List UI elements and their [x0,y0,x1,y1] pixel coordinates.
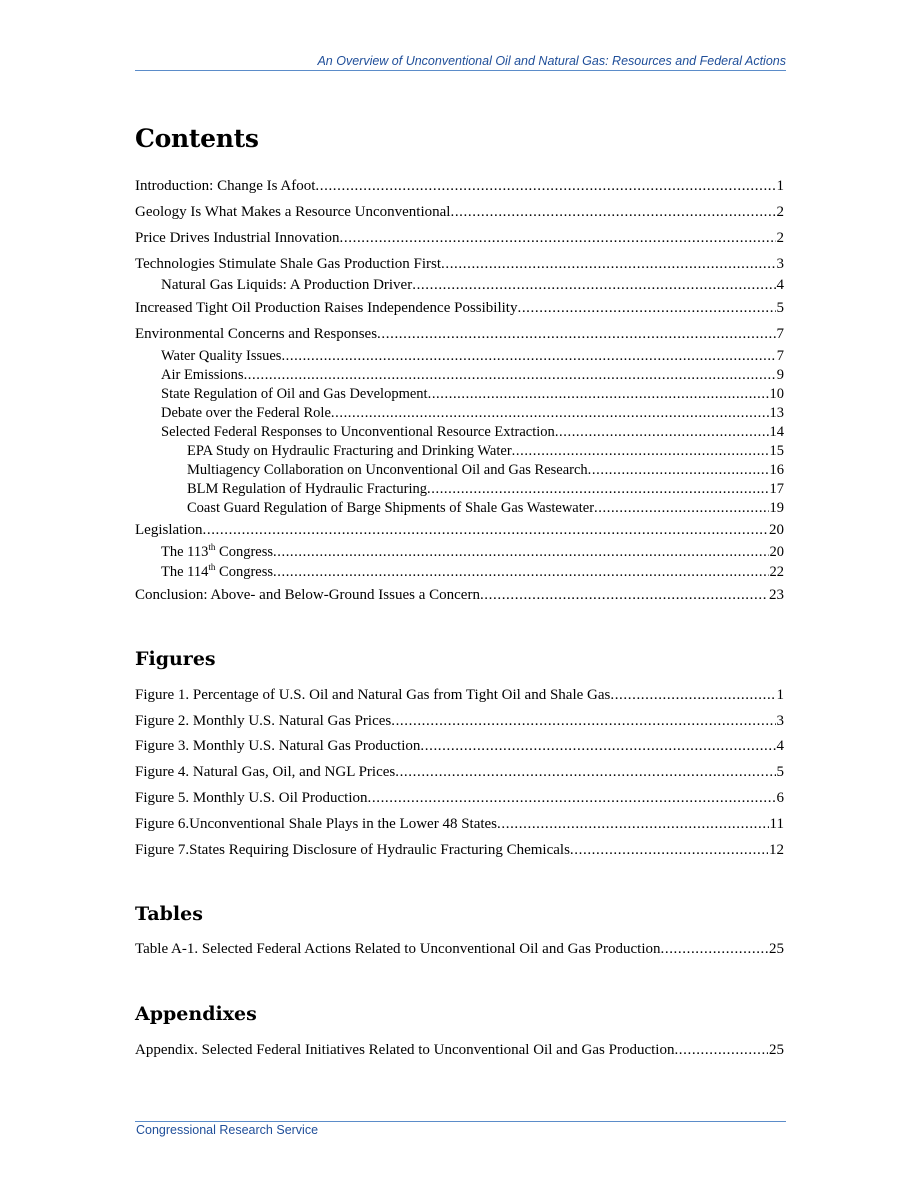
entry-title: Water Quality Issues [161,348,282,364]
entry-title: Legislation [135,522,203,538]
entry-page-number: 12 [769,842,784,858]
toc-entry[interactable] [135,300,784,318]
figure-list-entry[interactable] [135,816,784,834]
entry-title: Natural Gas Liquids: A Production Driver [161,277,413,293]
dot-leader [273,564,768,581]
toc-entry[interactable] [135,178,784,196]
figure-list-entry[interactable] [135,687,784,705]
entry-page-number: 1 [776,178,784,194]
toc-entry[interactable] [161,367,784,385]
dot-leader [273,544,768,561]
dot-leader [420,738,775,755]
dot-leader [428,386,769,403]
entry-page-number: 20 [769,544,784,560]
entry-page-number: 20 [769,522,784,538]
dot-leader [281,348,775,365]
entry-page-number: 22 [769,564,784,580]
entry-title: BLM Regulation of Hydraulic Fracturing [187,481,428,497]
entry-page-number: 25 [769,941,784,957]
toc-entry[interactable] [161,564,784,582]
dot-leader [427,481,768,498]
entry-title: Figure 4. Natural Gas, Oil, and NGL Prices [135,764,396,780]
entry-title: Multiagency Collaboration on Unconventional Oil and Gas Research [187,462,588,478]
dot-leader [331,405,769,422]
toc-entry[interactable] [135,522,784,540]
entry-page-number: 3 [776,713,784,729]
entry-page-number: 10 [769,386,784,402]
dot-leader [395,764,775,781]
toc-entry[interactable] [135,204,784,222]
entry-page-number: 2 [776,230,784,246]
entry-title: Technologies Stimulate Shale Gas Production First [135,256,441,272]
entry-title: Increased Tight Oil Production Raises Independence Possibility [135,300,518,316]
dot-leader [588,462,769,479]
entry-title: Environmental Concerns and Responses [135,326,378,342]
dot-leader [570,842,768,859]
entry-title: Figure 5. Monthly U.S. Oil Production [135,790,368,806]
dot-leader [497,816,769,833]
dot-leader [391,713,775,730]
entry-page-number: 1 [776,687,784,703]
entry-page-number: 17 [769,481,784,497]
entry-page-number: 6 [776,790,784,806]
entry-page-number: 25 [769,1042,784,1058]
dot-leader [517,300,775,317]
dot-leader [480,587,768,604]
figure-list-entry[interactable] [135,713,784,731]
entry-title: Introduction: Change Is Afoot [135,178,316,194]
toc-entry[interactable] [187,462,784,480]
figure-list-entry[interactable] [135,764,784,782]
dot-leader [412,277,775,294]
dot-leader [377,326,775,343]
dot-leader [450,204,775,221]
contents-heading: Contents [135,124,259,153]
dot-leader [555,424,769,441]
figure-list-entry[interactable] [135,738,784,756]
dot-leader [661,941,769,958]
entry-page-number: 14 [769,424,784,440]
footer-rule [135,1121,786,1122]
dot-leader [594,500,768,517]
toc-entry[interactable] [135,587,784,605]
dot-leader [244,367,776,384]
entry-page-number: 7 [776,348,784,364]
dot-leader [203,522,769,539]
dot-leader [340,230,776,247]
entry-title: Geology Is What Makes a Resource Unconventional [135,204,451,220]
entry-page-number: 5 [776,764,784,780]
entry-title: Table A-1. Selected Federal Actions Related to Unconventional Oil and Gas Production [135,941,661,957]
toc-entry[interactable] [161,424,784,442]
entry-title: Figure 3. Monthly U.S. Natural Gas Production [135,738,421,754]
entry-page-number: 19 [769,500,784,516]
entry-page-number: 2 [776,204,784,220]
entry-title: Selected Federal Responses to Unconventional Resource Extraction [161,424,555,440]
tables-heading: Tables [135,903,203,925]
dot-leader [610,687,775,704]
entry-page-number: 13 [769,405,784,421]
entry-title: Debate over the Federal Role [161,405,331,421]
dot-leader [512,443,769,460]
dot-leader [674,1042,768,1059]
entry-page-number: 16 [769,462,784,478]
table-list-entry[interactable] [135,941,784,959]
entry-title: Figure 1. Percentage of U.S. Oil and Natural Gas from Tight Oil and Shale Gas [135,687,611,703]
toc-entry[interactable] [135,256,784,274]
entry-title: Price Drives Industrial Innovation [135,230,340,246]
entry-title: The 114th Congress [161,562,274,580]
header-rule [135,70,786,71]
dot-leader [368,790,776,807]
running-header: An Overview of Unconventional Oil and Natural Gas: Resources and Federal Actions [317,54,786,68]
figures-heading: Figures [135,648,216,670]
entry-page-number: 4 [776,277,784,293]
entry-page-number: 5 [776,300,784,316]
toc-entry[interactable] [161,386,784,404]
toc-entry[interactable] [187,500,784,518]
appendixes-heading: Appendixes [135,1003,257,1025]
toc-entry[interactable] [187,481,784,499]
toc-entry[interactable] [161,405,784,423]
toc-entry[interactable] [135,326,784,344]
dot-leader [315,178,775,195]
figure-list-entry[interactable] [135,842,784,860]
footer-organization: Congressional Research Service [136,1123,319,1137]
toc-entry[interactable] [161,544,784,562]
entry-title: Figure 7.States Requiring Disclosure of Hydraulic Fracturing Chemicals [135,842,570,858]
entry-title: EPA Study on Hydraulic Fracturing and Drinking Water [187,443,512,459]
entry-page-number: 9 [776,367,784,383]
entry-title: Conclusion: Above- and Below-Ground Issues a Concern [135,587,480,603]
toc-entry[interactable] [135,230,784,248]
entry-title: Appendix. Selected Federal Initiatives Related to Unconventional Oil and Gas Production [135,1042,675,1058]
toc-entry[interactable] [161,348,784,366]
entry-page-number: 11 [769,816,784,832]
entry-title: Coast Guard Regulation of Barge Shipments of Shale Gas Wastewater [187,500,595,516]
toc-entry[interactable] [161,277,784,295]
entry-title: Figure 6.Unconventional Shale Plays in the Lower 48 States [135,816,498,832]
appendixe-list-entry[interactable] [135,1042,784,1060]
entry-page-number: 3 [776,256,784,272]
figure-list-entry[interactable] [135,790,784,808]
entry-page-number: 4 [776,738,784,754]
entry-title: Figure 2. Monthly U.S. Natural Gas Prices [135,713,392,729]
entry-title: State Regulation of Oil and Gas Development [161,386,428,402]
entry-page-number: 23 [769,587,784,603]
dot-leader [441,256,776,273]
entry-title: The 113th Congress [161,542,274,560]
entry-page-number: 15 [769,443,784,459]
entry-title: Air Emissions [161,367,244,383]
entry-page-number: 7 [776,326,784,342]
toc-entry[interactable] [187,443,784,461]
